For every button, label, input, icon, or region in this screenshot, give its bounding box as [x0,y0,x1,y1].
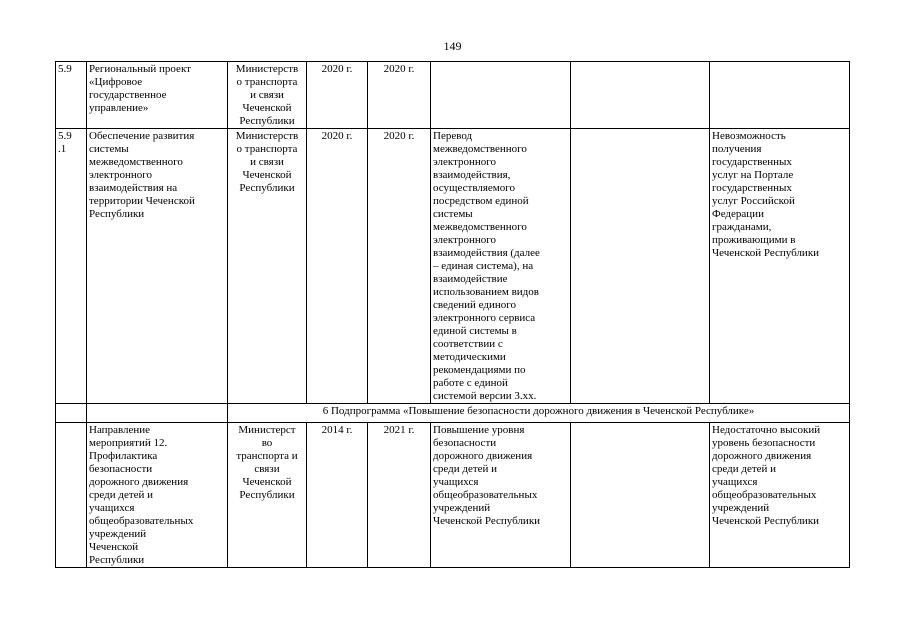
expected-result: Повышение уровня безопасности дорожного движения среди детей и учащихся общеобразовательных учреждений Чеченской Республики [431,423,571,568]
end-date: 2020 г. [368,62,431,129]
consequences: Невозможность получения государственных услуг на Портале государственных услуг Российской Федерации гражданами, проживающими в Чеченской Республики [710,129,850,404]
measures-table [55,61,850,568]
row-number [56,423,87,568]
subprogram-title: 6 Подпрограмма «Повышение безопасности дорожного движения в Чеченской Республике» [228,404,850,423]
related-indicators [571,62,710,129]
expected-result: Перевод межведомственного электронного взаимодействия, осуществляемого посредством единой системы межведомственного электронного взаимодействия (далее – единая система), на взаимодействие использованием видов сведений единого электронного сервиса единой системы в соответствии с методическими рекомендациями по работе с единой системой версии 3.хх. [431,129,571,404]
empty-cell [87,404,228,423]
related-indicators [571,129,710,404]
subprogram-row [56,404,850,423]
start-date: 2020 г. [307,129,368,404]
table-row [56,129,850,404]
table-row [56,423,850,568]
end-date: 2021 г. [368,423,431,568]
executor: Министерств о транспорта и связи Чеченской Республики [228,129,307,404]
measure-name: Региональный проект «Цифровое государственное управление» [87,62,228,129]
start-date: 2014 г. [307,423,368,568]
measure-name: Направление мероприятий 12. Профилактика безопасности дорожного движения среди детей и учащихся общеобразовательных учреждений Чеченской Республики [87,423,228,568]
end-date: 2020 г. [368,129,431,404]
related-indicators [571,423,710,568]
executor: Министерст во транспорта и связи Чеченской Республики [228,423,307,568]
row-number [56,404,87,423]
expected-result [431,62,571,129]
row-number: 5.9 [56,62,87,129]
executor: Министерств о транспорта и связи Чеченской Республики [228,62,307,129]
consequences [710,62,850,129]
start-date: 2020 г. [307,62,368,129]
measure-name: Обеспечение развития системы межведомственного электронного взаимодействия на территории Чеченской Республики [87,129,228,404]
page-number: 149 [443,39,462,53]
table-row [56,62,850,129]
row-number: 5.9 .1 [56,129,87,404]
consequences: Недостаточно высокий уровень безопасности дорожного движения среди детей и учащихся общеобразовательных учреждений Чеченской Республики [710,423,850,568]
